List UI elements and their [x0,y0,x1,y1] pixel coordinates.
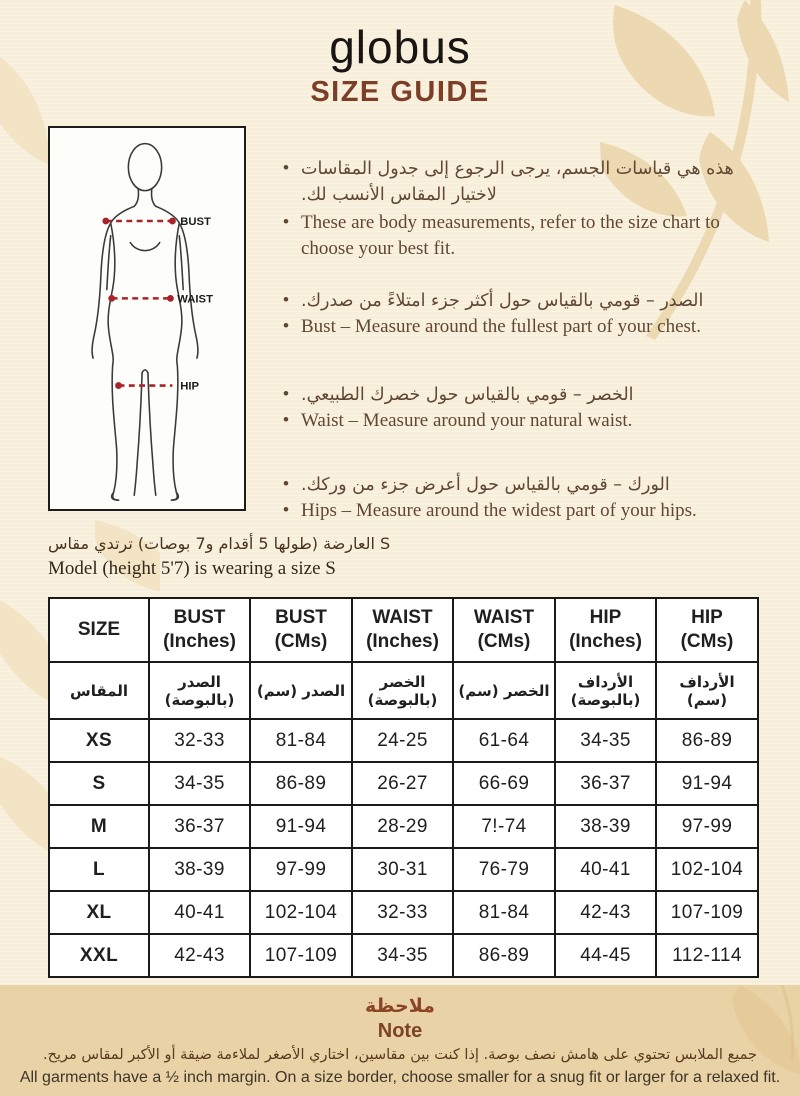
value-cell: 26-27 [352,762,453,805]
value-cell: 36-37 [555,762,656,805]
bullet-icon: • [283,158,289,177]
list-item [283,382,759,408]
size-cell: L [49,848,149,891]
list-item [283,210,759,262]
value-cell: 30-31 [352,848,453,891]
value-cell: 107-109 [250,934,352,977]
size-cell: M [49,805,149,848]
note-section [0,985,800,1096]
instructions-list [283,156,759,524]
instruction-text-ar: الخصر – قومي بالقياس حول خصرك الطبيعي. [301,385,634,405]
table-header-row-ar [49,662,758,719]
value-cell: 81-84 [453,891,555,934]
model-note-ar: العارضة (طولها 5 أقدام و7 بوصات) ترتدي مقاس S [48,534,391,553]
value-cell: 112-114 [656,934,758,977]
model-note-en: Model (height 5'7) is wearing a size S [48,558,336,579]
list-item [283,408,759,434]
bullet-icon: • [283,474,289,493]
bullet-icon: • [283,500,289,519]
value-cell: 86-89 [453,934,555,977]
hip-label: HIP [180,380,200,393]
value-cell: 91-94 [656,762,758,805]
instruction-text-en: Bust – Measure around the fullest part of your chest. [301,316,701,337]
value-cell: 24-25 [352,719,453,762]
bullet-icon: • [283,290,289,309]
value-cell: 102-104 [656,848,758,891]
value-cell: 86-89 [656,719,758,762]
value-cell: 42-43 [555,891,656,934]
value-cell: 40-41 [149,891,250,934]
bullet-icon: • [283,316,289,335]
instruction-text-en: Waist – Measure around your natural waist. [301,410,633,431]
table-header-row-en [49,598,758,662]
value-cell: 7!-74 [453,805,555,848]
size-chart-table [48,597,759,978]
size-cell: XS [49,719,149,762]
column-header: BUST (Inches) [149,598,250,662]
column-header: WAIST (CMs) [453,598,555,662]
column-header-ar: الخصر (سم) [453,662,555,719]
instruction-text-en: Hips – Measure around the widest part of your hips. [301,500,697,521]
column-header-ar: الخصر (بالبوصة) [352,662,453,719]
table-row [49,805,758,848]
bullet-icon: • [283,410,289,429]
waist-label: WAIST [177,293,213,306]
value-cell: 36-37 [149,805,250,848]
model-size-note [48,532,390,582]
list-item [283,472,759,498]
column-header-ar: المقاس [49,662,149,719]
list-item [283,314,759,340]
leaf-decoration-note-icon [670,985,800,1096]
note-body-en: All garments have a ½ inch margin. On a size border, choose smaller for a snug fit or larger for a relaxed fit. [19,1069,781,1086]
value-cell: 107-109 [656,891,758,934]
hip-measure-line [115,380,199,392]
list-item [283,498,759,524]
waist-measure-line [108,293,213,305]
column-header-ar: الأرداف (سم) [656,662,758,719]
table-row [49,848,758,891]
list-item [283,156,759,208]
bullet-icon: • [283,212,289,231]
column-header: HIP (CMs) [656,598,758,662]
value-cell: 102-104 [250,891,352,934]
value-cell: 97-99 [656,805,758,848]
value-cell: 44-45 [555,934,656,977]
value-cell: 32-33 [149,719,250,762]
note-title-en: Note [377,1020,423,1042]
value-cell: 28-29 [352,805,453,848]
body-figure-illustration [50,128,240,505]
column-header: HIP (Inches) [555,598,656,662]
bullet-icon: • [283,384,289,403]
value-cell: 34-35 [149,762,250,805]
table-row [49,891,758,934]
column-header-ar: الأرداف (بالبوصة) [555,662,656,719]
value-cell: 91-94 [250,805,352,848]
value-cell: 34-35 [352,934,453,977]
bust-measure-line [102,216,211,228]
value-cell: 42-43 [149,934,250,977]
value-cell: 34-35 [555,719,656,762]
value-cell: 38-39 [149,848,250,891]
size-cell: S [49,762,149,805]
instruction-text-ar: الورك – قومي بالقياس حول أعرض جزء من وركك. [301,475,670,495]
instruction-text-ar: الصدر – قومي بالقياس حول أكثر جزء امتلاءً من صدرك. [301,291,704,311]
value-cell: 61-64 [453,719,555,762]
note-title-ar: ملاحظة [365,995,435,1017]
column-header-ar: الصدر (سم) [250,662,352,719]
column-header-ar: الصدر (بالبوصة) [149,662,250,719]
column-header: WAIST (Inches) [352,598,453,662]
size-cell: XL [49,891,149,934]
value-cell: 32-33 [352,891,453,934]
instruction-text-ar: هذه هي قياسات الجسم، يرجى الرجوع إلى جدول المقاسات لاختيار المقاس الأنسب لك. [301,159,734,205]
value-cell: 76-79 [453,848,555,891]
instruction-text-en: These are body measurements, refer to the size chart to choose your best fit. [301,212,720,259]
table-row [49,762,758,805]
column-header: SIZE [49,598,149,662]
page-title: SIZE GUIDE [310,76,490,108]
value-cell: 81-84 [250,719,352,762]
size-cell: XXL [49,934,149,977]
body-measurement-diagram [48,126,246,511]
list-item [283,288,759,314]
note-body-ar: جميع الملابس تحتوي على هامش نصف بوصة. إذا كنت بين مقاسين، اختاري الأصغر لملاءمة ضيقة أو الأكبر لمقاس مريح. [43,1047,757,1063]
value-cell: 40-41 [555,848,656,891]
female-figure-outline [92,144,198,500]
column-header: BUST (CMs) [250,598,352,662]
table-row [49,719,758,762]
brand-logo: globus [329,21,471,73]
bust-label: BUST [180,215,211,228]
table-row [49,934,758,977]
value-cell: 86-89 [250,762,352,805]
value-cell: 38-39 [555,805,656,848]
value-cell: 97-99 [250,848,352,891]
value-cell: 66-69 [453,762,555,805]
